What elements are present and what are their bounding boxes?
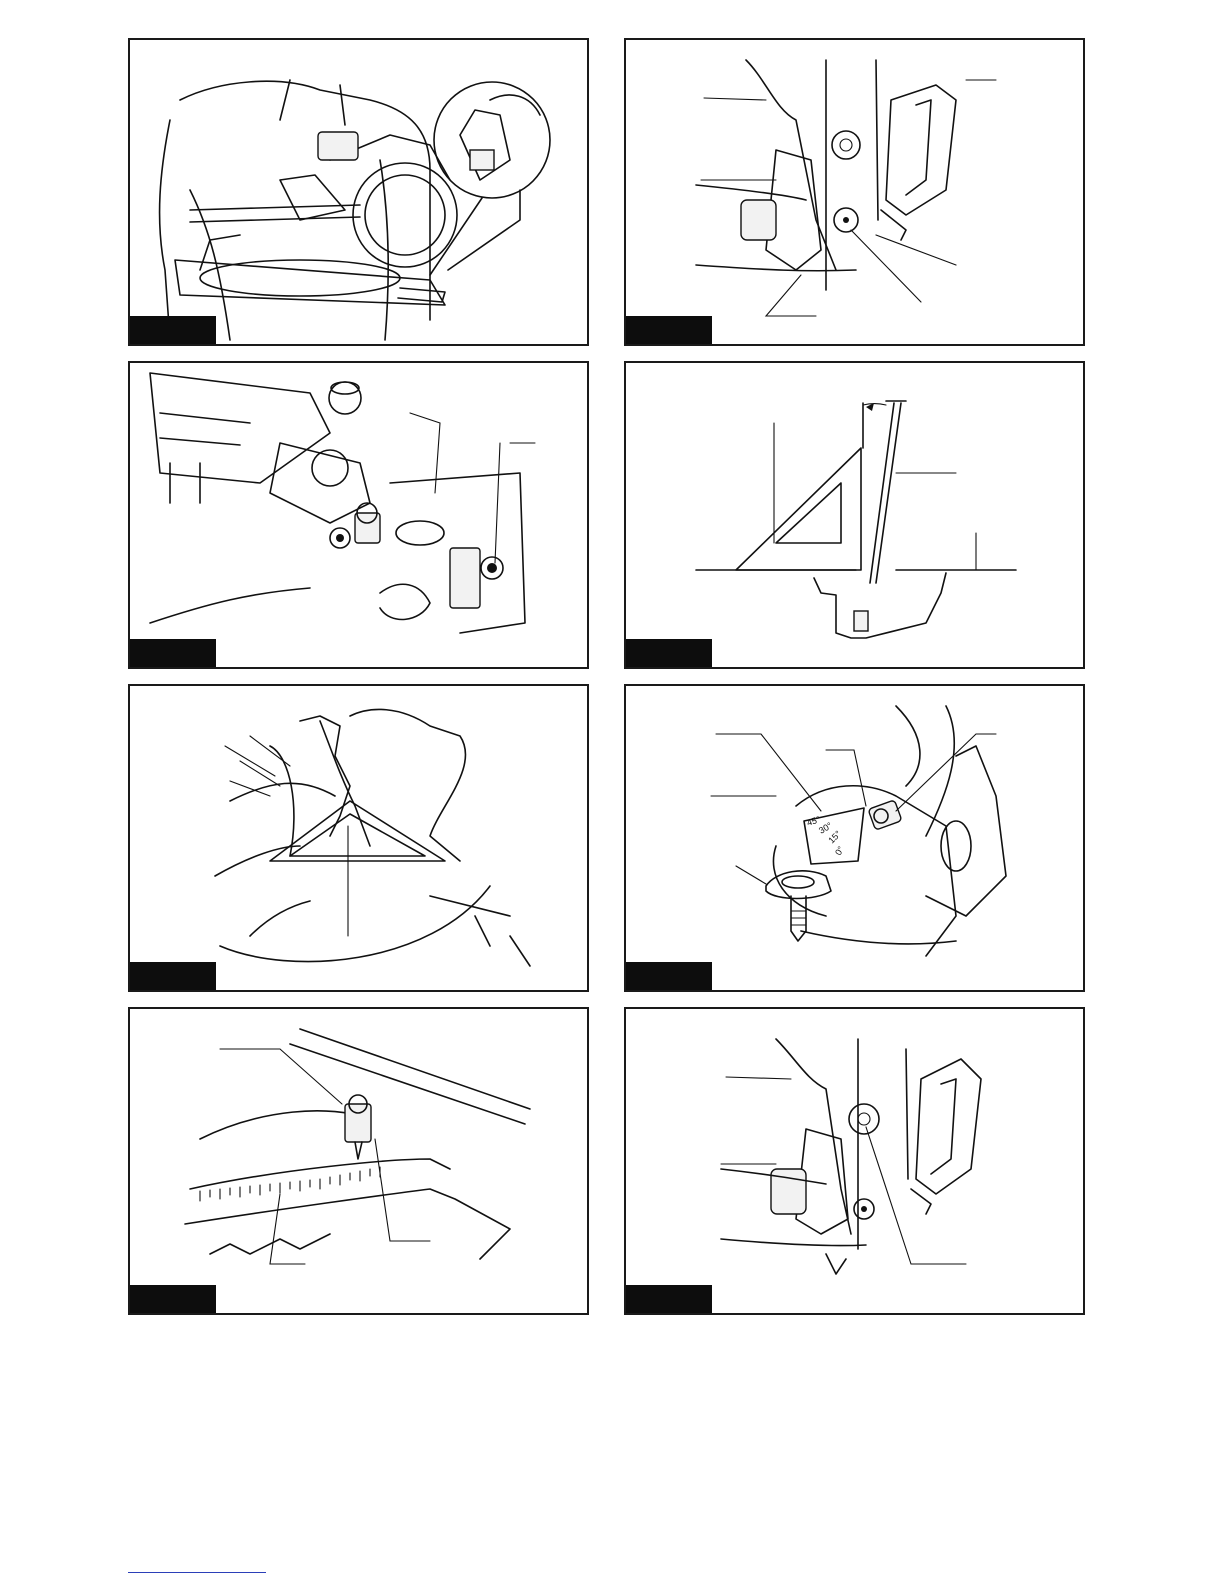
figure-panel-2 <box>624 38 1085 346</box>
figure-panel-3 <box>128 361 589 669</box>
bevel-scale-tick-15: 15° <box>826 828 844 846</box>
triangular-rule-illustration <box>626 363 1085 669</box>
figure-number-tab-5 <box>130 962 216 990</box>
bevel-scale-tick-45: 45° <box>805 814 822 828</box>
figure-number-tab-3 <box>130 639 216 667</box>
figure-number-tab-7 <box>130 1285 216 1313</box>
figure-panel-4 <box>624 361 1085 669</box>
footer-rule <box>128 1572 266 1573</box>
figure-number-tab-4 <box>626 639 712 667</box>
figure-panel-1 <box>128 38 589 346</box>
saw-carry-illustration <box>130 40 589 346</box>
figure-panel-5 <box>128 684 589 992</box>
figure-number-tab-1 <box>130 316 216 344</box>
bevel-pointer-illustration <box>626 1009 1085 1315</box>
base-bolts-illustration <box>130 363 589 669</box>
bevel-scale-tick-30: 30° <box>817 820 834 836</box>
figure-number-tab-2 <box>626 316 712 344</box>
blade-square-illustration <box>130 686 589 992</box>
figure-panel-6 <box>624 684 1085 992</box>
figure-number-tab-6 <box>626 962 712 990</box>
figure-panel-7 <box>128 1007 589 1315</box>
bevel-scale-illustration <box>626 686 1085 992</box>
miter-scale-illustration <box>130 1009 589 1315</box>
bevel-arm-illustration <box>626 40 1085 346</box>
bevel-scale-tick-0: 0° <box>833 844 847 857</box>
figure-panel-8 <box>624 1007 1085 1315</box>
figure-number-tab-8 <box>626 1285 712 1313</box>
